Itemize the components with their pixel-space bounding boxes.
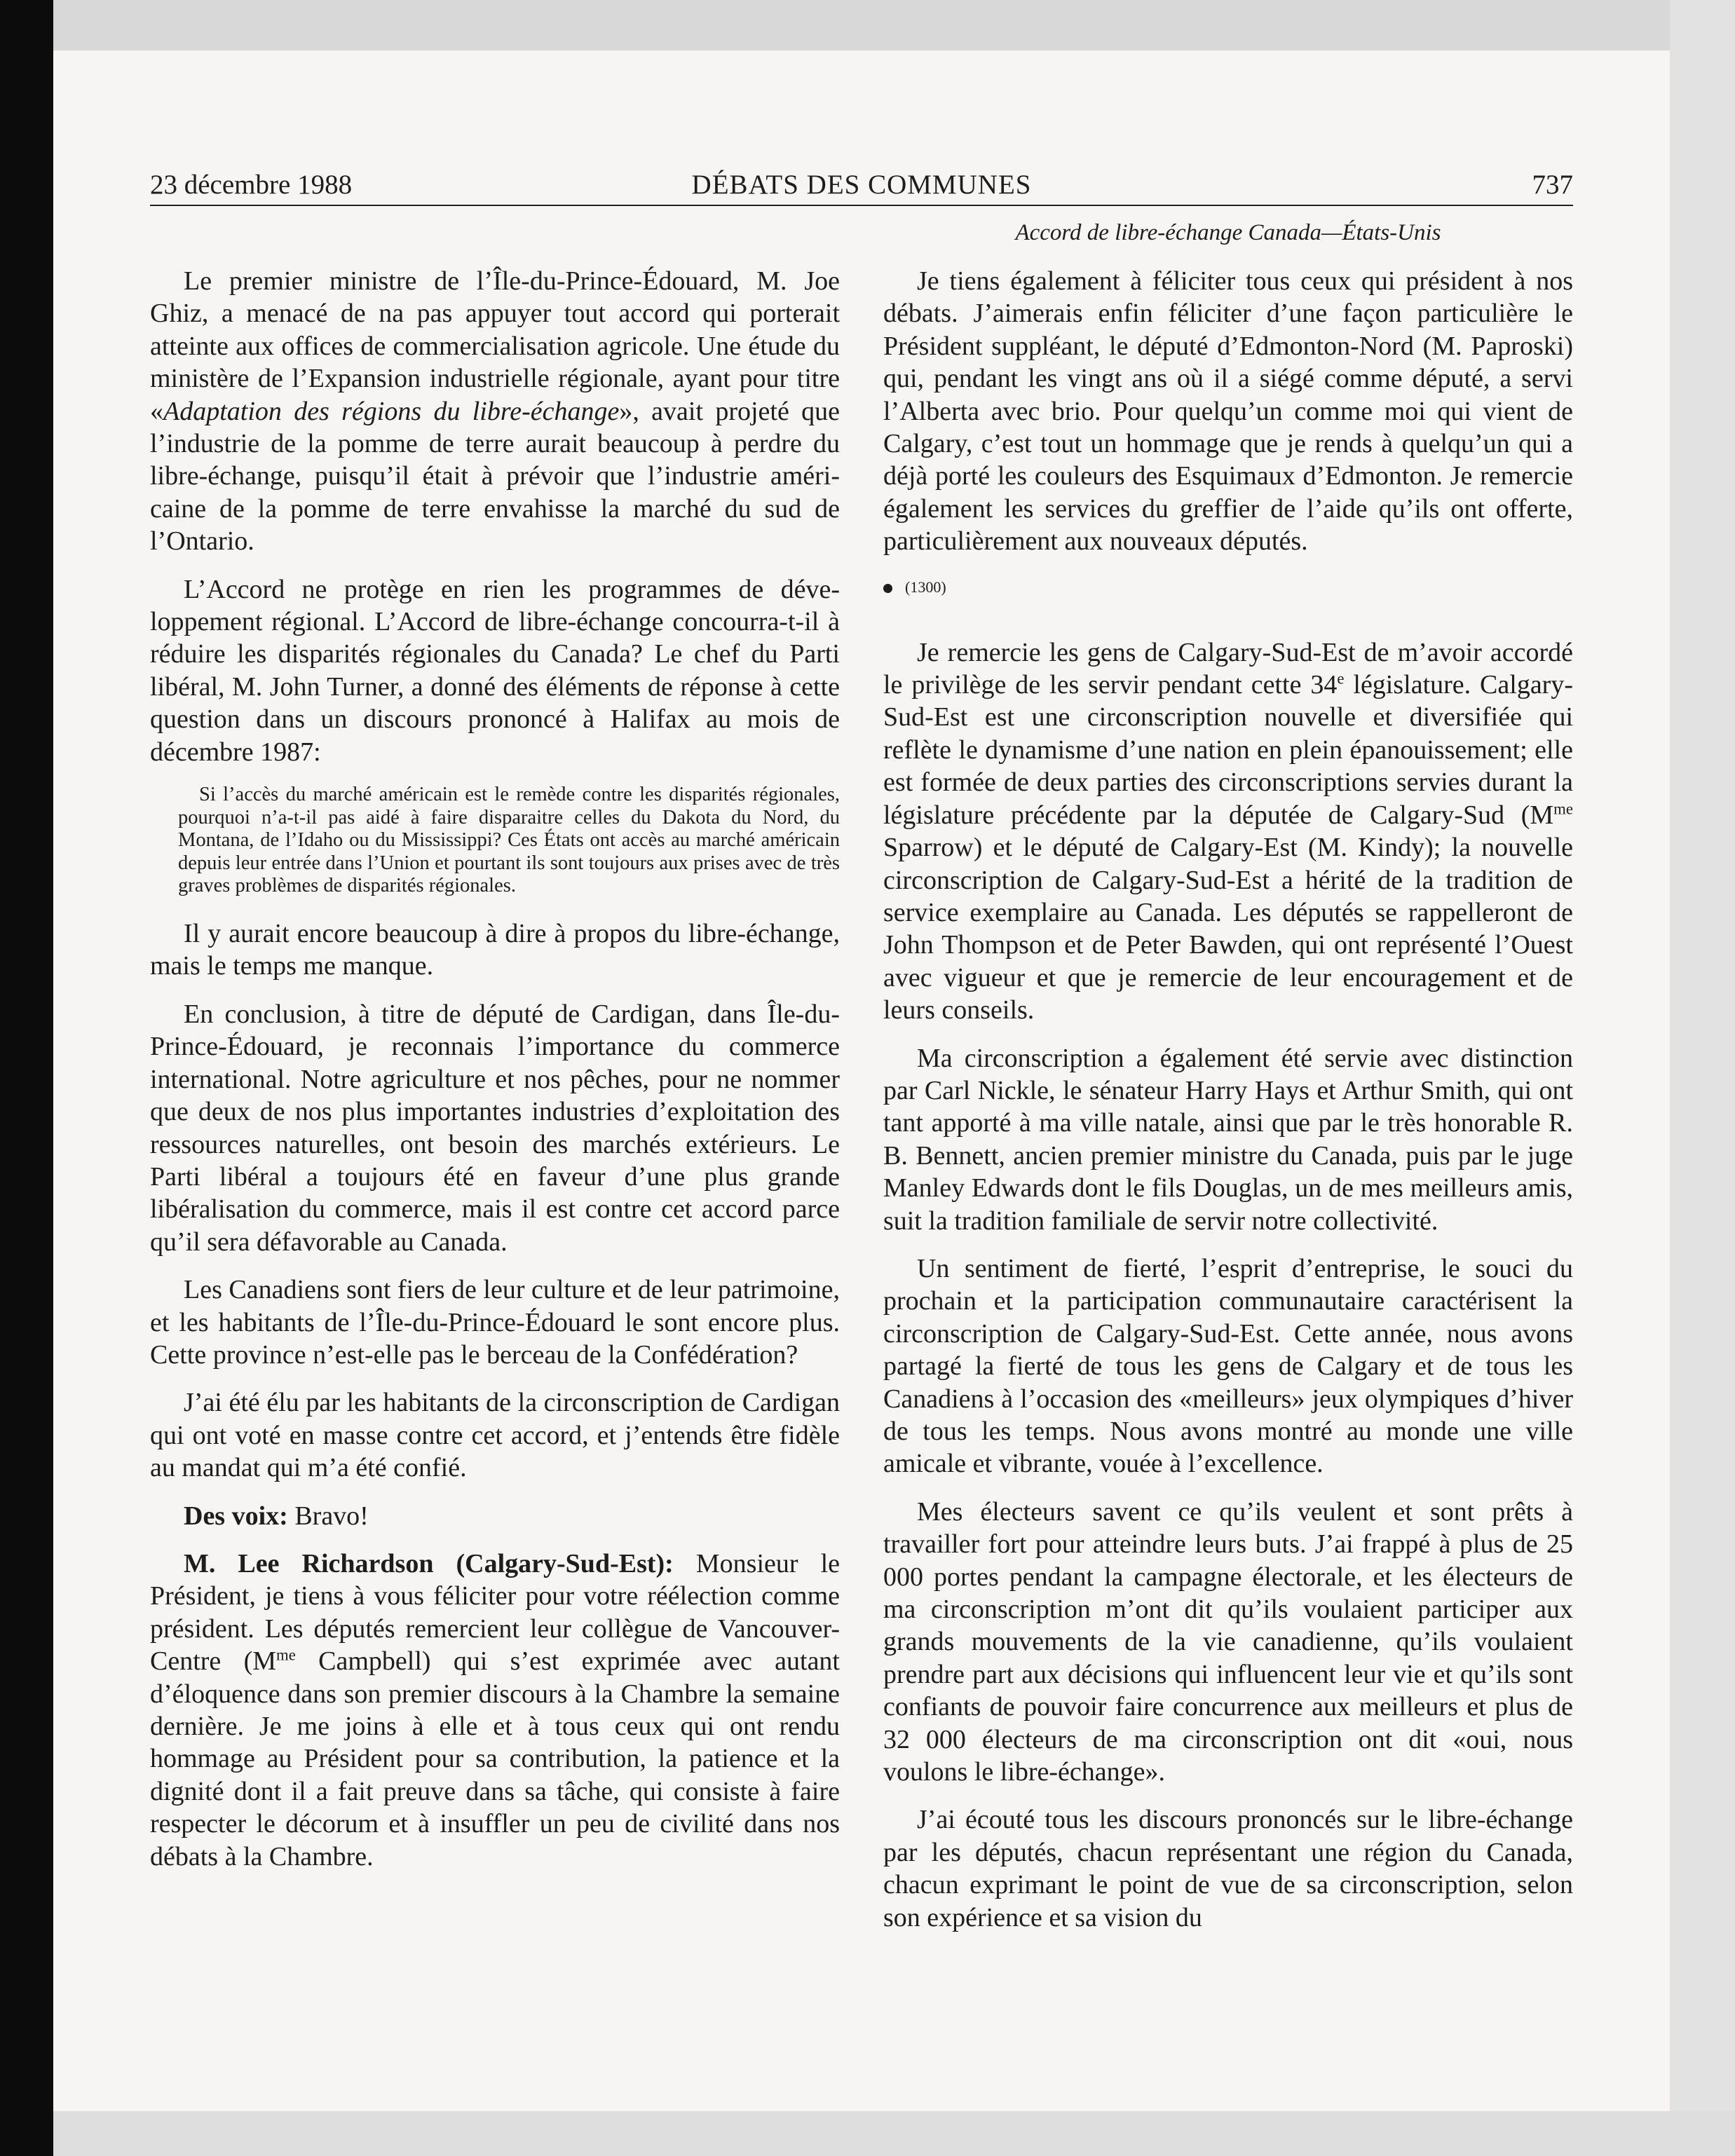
superscript: me xyxy=(1553,800,1573,818)
text-run: Bravo! xyxy=(287,1501,369,1531)
paragraph: J’ai été élu par les habitants de la circonscription de Cardigan qui ont voté en masse contre cet accord, et j’entends être fidèle au mandat qui m’a été confié. xyxy=(150,1388,840,1483)
scan-top-margin xyxy=(53,0,1735,50)
paragraph: L’Accord ne protège en rien les programmes de développement régional. L’Accord de libre-échange concourra-t-il à réduire les disparités régionales du Canada? Le chef du Parti libéral, M. John Turner, a donné des éléments de réponse à cette question dans un discours prononcé à Halifax au mois de décembre 1987: xyxy=(150,574,840,767)
scan-binding-edge xyxy=(0,0,53,2156)
paragraph xyxy=(150,265,840,558)
text-run: législature. Calgary-Sud-Est est une circonscription nouvelle et diversifiée qui reflète le dynamisme d’une nation en plein épanouissement; elle est formée de deux parties des circonscriptions servies durant la législature précédente par la députée de Calgary-Sud (M xyxy=(883,670,1573,830)
scan-bottom-margin xyxy=(53,2111,1735,2156)
paragraph: Un sentiment de fierté, l’esprit d’entreprise, le souci du prochain et la participation communautaire caractérisent la circonscription de Calgary-Sud-Est. Cette année, nous avons partagé la fierté de tous les gens de Calgary et de tous les Canadiens à l’occasion des «meilleurs» jeux olympiques d’hiver de tous les temps. Nous avons montré au monde une ville amicale et vibrante, vouée à l’excellence. xyxy=(883,1253,1573,1479)
paragraph: Ma circonscription a également été servie avec distinction par Carl Nickle, le sénateur Harry Hays et Arthur Smith, qui ont tant apporté à ma ville natale, ainsi que par le très honorable R. B. Bennett, ancien premier ministre du Canada, puis par le juge Manley Edwards dont le fils Douglas, un de mes meilleurs amis, suit la tradition familiale de servir notre collectivité. xyxy=(883,1043,1573,1236)
text-run: Je remercie les gens de Calgary-Sud-Est de m’avoir accordé le privilège de les servir pendant cette 34 xyxy=(883,637,1573,700)
header-journal-title: DÉBATS DES COMMUNES xyxy=(691,170,1032,200)
speech-paragraph xyxy=(150,1548,840,1873)
paragraph: En conclusion, à titre de député de Cardigan, dans Île-du-Prince-Édouard, je reconnais l’importance du commerce international. Notre agriculture et nos pêches, pour ne nommer que deux de nos plus importantes industries d’exploitation des ressources naturelles, ont besoin des marchés extérieurs. Le Parti libéral a toujours été en faveur d’une plus grande libéralisation du commerce, mais il est contre cet accord parce qu’il sera défavorable au Canada. xyxy=(150,999,840,1257)
right-column xyxy=(883,265,1573,1949)
paragraph: Les Canadiens sont fiers de leur culture et de leur patrimoine, et les habitants de l’Île-du-Prince-Édouard le sont encore plus. Cette province n’est-elle pas le berceau de la Confédération? xyxy=(150,1275,840,1370)
scan-right-margin xyxy=(1670,0,1735,2156)
paragraph: J’ai écouté tous les discours prononcés sur le libre-échange par les députés, chacun représentant une région du Canada, chacun exprimant le point de vue de sa circonscription, selon son expérience et sa vision du xyxy=(883,1805,1573,1932)
running-header xyxy=(150,167,1573,203)
section-heading: Accord de libre-échange Canada—États-Unis xyxy=(1015,220,1441,245)
time-marker-label: (1300) xyxy=(905,578,946,596)
time-marker xyxy=(883,573,1573,601)
interjection xyxy=(150,1500,840,1532)
paragraph: Je tiens également à féliciter tous ceux qui président à nos débats. J’aimerais enfin féliciter d’une façon particulière le Président suppléant, le député d’Edmonton-Nord (M. Paproski) qui, pendant les vingt ans où il a siégé comme député, a servi l’Alberta avec brio. Pour quelqu’un comme moi qui vient de Calgary, c’est tout un hommage que je rends à quelqu’un qui a déjà porté les couleurs des Esquimaux d’Edmonton. Je remercie également les services du greffier de l’aide qu’ils ont offerte, particulièrement aux nouveaux députés. xyxy=(883,266,1573,557)
paragraph: Mes électeurs savent ce qu’ils veulent et sont prêts à travailler fort pour atteindre leurs buts. J’ai frappé à plus de 25 000 portes pendant la campagne électorale, et les électeurs de ma circonscription m’ont dit qu’ils voulaient participer aux grands mouvements de la vie canadienne, qu’ils voulaient prendre part aux décisions qui influencent leur vie et qu’ils sont confiants de pouvoir faire concurrence aux meilleurs et plus de 32 000 électeurs de ma circonscription ont dit «oui, nous voulons le libre-échange». xyxy=(883,1496,1573,1787)
text-run: », avait projeté que l’industrie de la pomme de terre aurait beaucoup à perdre du libre-échange, puisqu’il était à prévoir que l’industrie américaine de la pomme de terre envahisse la marché du sud de l’Ontario. xyxy=(150,396,841,557)
header-date: 23 décembre 1988 xyxy=(150,170,353,200)
speaker-name: M. Lee Richardson (Calgary-Sud-Est): xyxy=(184,1548,674,1578)
paragraph: Il y aurait encore beaucoup à dire à propos du libre-échange, mais le temps me manque. xyxy=(150,919,840,981)
text-run: Sparrow) et le député de Calgary-Est (M. Kindy); la nouvelle circonscription de Calgary-Sud-Est a hérité de la tradition de service exemplaire au Canada. Les députés se rappelleront de John Thompson et de Peter Bawden, qui ont représenté l’Ouest avec vigueur et que je remercie de leur encouragement et de leurs conseils. xyxy=(883,833,1573,1025)
header-page-number: 737 xyxy=(1532,170,1573,200)
text-run: Campbell) qui s’est exprimée avec autant d’éloquence dans son premier discours à la Chambre la semaine dernière. Je me joins à elle et à tous ceux qui ont rendu hommage au Président pour sa contribution, la patience et la dignité dont il a fait preuve dans sa tâche, qui consiste à faire respecter le décorum et à insuffler un peu de civilité dans nos débats à la Chambre. xyxy=(150,1646,840,1871)
report-title: Adaptation des régions du libre-échange xyxy=(163,396,620,426)
bullet-icon xyxy=(883,584,892,593)
text-run: Le premier ministre de l’Île-du-Prince-Édouard, M. Joe Ghiz, a menacé de na pas appuyer tout accord qui porterait atteinte aux offices de commercialisation agricole. Une étude du ministère de l’Expansion industrielle régionale, ayant pour titre « xyxy=(150,266,840,426)
superscript: e xyxy=(1337,669,1345,688)
block-quote: Si l’accès du marché américain est le remède contre les disparités régionales, pourquoi n’a-t-il pas aidé à faire disparaitre celles du Dakota du Nord, du Montana, de l’Idaho ou du Mississippi? Ces États ont accès au marché américain depuis leur entrée dans l’Union et pourtant ils sont toujours aux prises avec de très graves problèmes de disparités régionales. xyxy=(178,784,840,897)
text-run: Monsieur le Président, je tiens à vous féliciter pour votre réélection comme président. Les députés remercient leur collègue de Vancouver-Centre (M xyxy=(150,1548,840,1677)
superscript: me xyxy=(276,1646,296,1664)
speaker-name: Des voix: xyxy=(184,1501,288,1531)
paragraph xyxy=(883,636,1573,1027)
left-column xyxy=(150,265,840,1888)
header-rule xyxy=(150,205,1573,206)
